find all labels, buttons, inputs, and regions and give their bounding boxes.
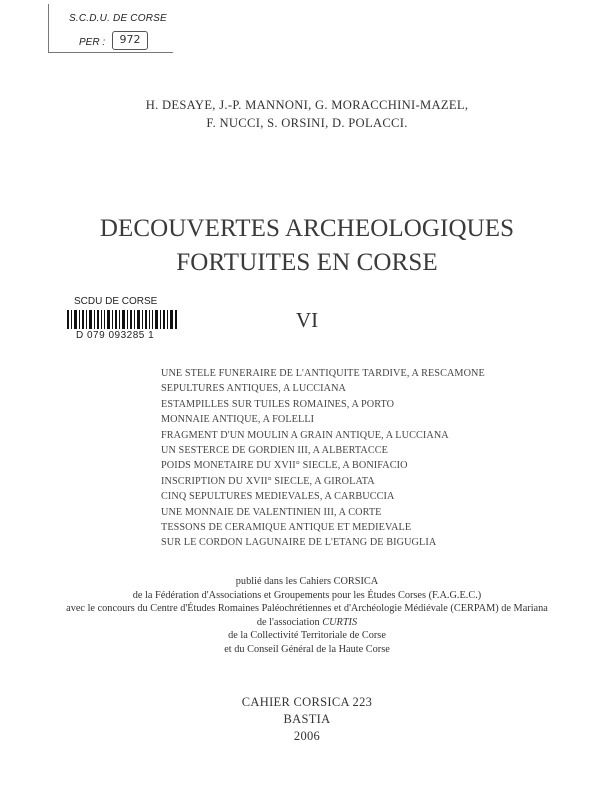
publication-info: [0, 575, 614, 657]
list-item: SUR LE CORDON LAGUNAIRE DE L'ETANG DE BIGUGLIA: [161, 537, 437, 549]
list-item: UNE STELE FUNERAIRE DE L'ANTIQUITE TARDIVE, A RESCAMONE: [161, 368, 485, 379]
list-item: UN SESTERCE DE GORDIEN III, A ALBERTACCE: [161, 445, 388, 457]
publication-line-2: de la Fédération d'Associations et Groupements pour les Études Corses (F.A.G.E.C.): [132, 589, 482, 601]
title-line-1: DECOUVERTES ARCHEOLOGIQUES: [99, 215, 515, 242]
curtis-association-name: CURTIS: [322, 616, 358, 628]
list-item: SEPULTURES ANTIQUES, A LUCCIANA: [161, 383, 346, 395]
list-item: TESSONS DE CERAMIQUE ANTIQUE ET MEDIEVALE: [161, 522, 412, 534]
authors-line-1: H. DESAYE, J.-P. MANNONI, G. MORACCHINI-MAZEL,: [145, 98, 469, 112]
stamp-library-name: S.C.D.U. DE CORSE: [69, 13, 167, 24]
list-item: UNE MONNAIE DE VALENTINIEN III, A CORTE: [161, 506, 382, 518]
title-line-2: FORTUITES EN CORSE: [176, 249, 438, 276]
imprint-city: BASTIA: [283, 712, 331, 726]
publication-line-6: et du Conseil Général de la Haute Corse: [224, 643, 390, 655]
publication-line-5: de la Collectivité Territoriale de Corse: [228, 630, 386, 642]
authors-line-2: F. NUCCI, S. ORSINI, D. POLACCI.: [206, 116, 408, 130]
publication-line-1: publié dans les Cahiers CORSICA: [235, 576, 379, 587]
barcode-library-name: SCDU DE CORSE: [74, 296, 158, 307]
list-item: POIDS MONETAIRE DU XVII° SIECLE, A BONIFACIO: [161, 460, 408, 472]
stamp-handwritten-number: 972: [112, 31, 148, 50]
imprint-series: CAHIER CORSICA 223: [241, 695, 373, 709]
library-stamp: [48, 4, 173, 53]
publication-line-4-prefix: de l'association: [256, 616, 320, 628]
publication-line-3: avec le concours du Centre d'Études Romaines Paléochrétiennes et d'Archéologie Médiévale (CERPAM) de Mariana: [66, 603, 548, 615]
list-item: FRAGMENT D'UN MOULIN A GRAIN ANTIQUE, A LUCCIANA: [161, 429, 449, 441]
stamp-per-label: PER :: [79, 37, 106, 48]
authors: [0, 96, 614, 132]
contents-list: [161, 366, 581, 551]
imprint: [0, 694, 614, 745]
volume-number: VI: [295, 308, 319, 332]
barcode-number: D 079 093285 1: [76, 330, 155, 341]
page-title: [0, 212, 614, 280]
list-item: ESTAMPILLES SUR TUILES ROMAINES, A PORTO: [161, 398, 395, 410]
list-item: MONNAIE ANTIQUE, A FOLELLI: [161, 414, 315, 426]
publication-line-4: [0, 616, 614, 630]
list-item: CINQ SEPULTURES MEDIEVALES, A CARBUCCIA: [161, 491, 395, 503]
imprint-year: 2006: [293, 729, 321, 743]
list-item: INSCRIPTION DU XVII° SIECLE, A GIROLATA: [161, 475, 375, 487]
